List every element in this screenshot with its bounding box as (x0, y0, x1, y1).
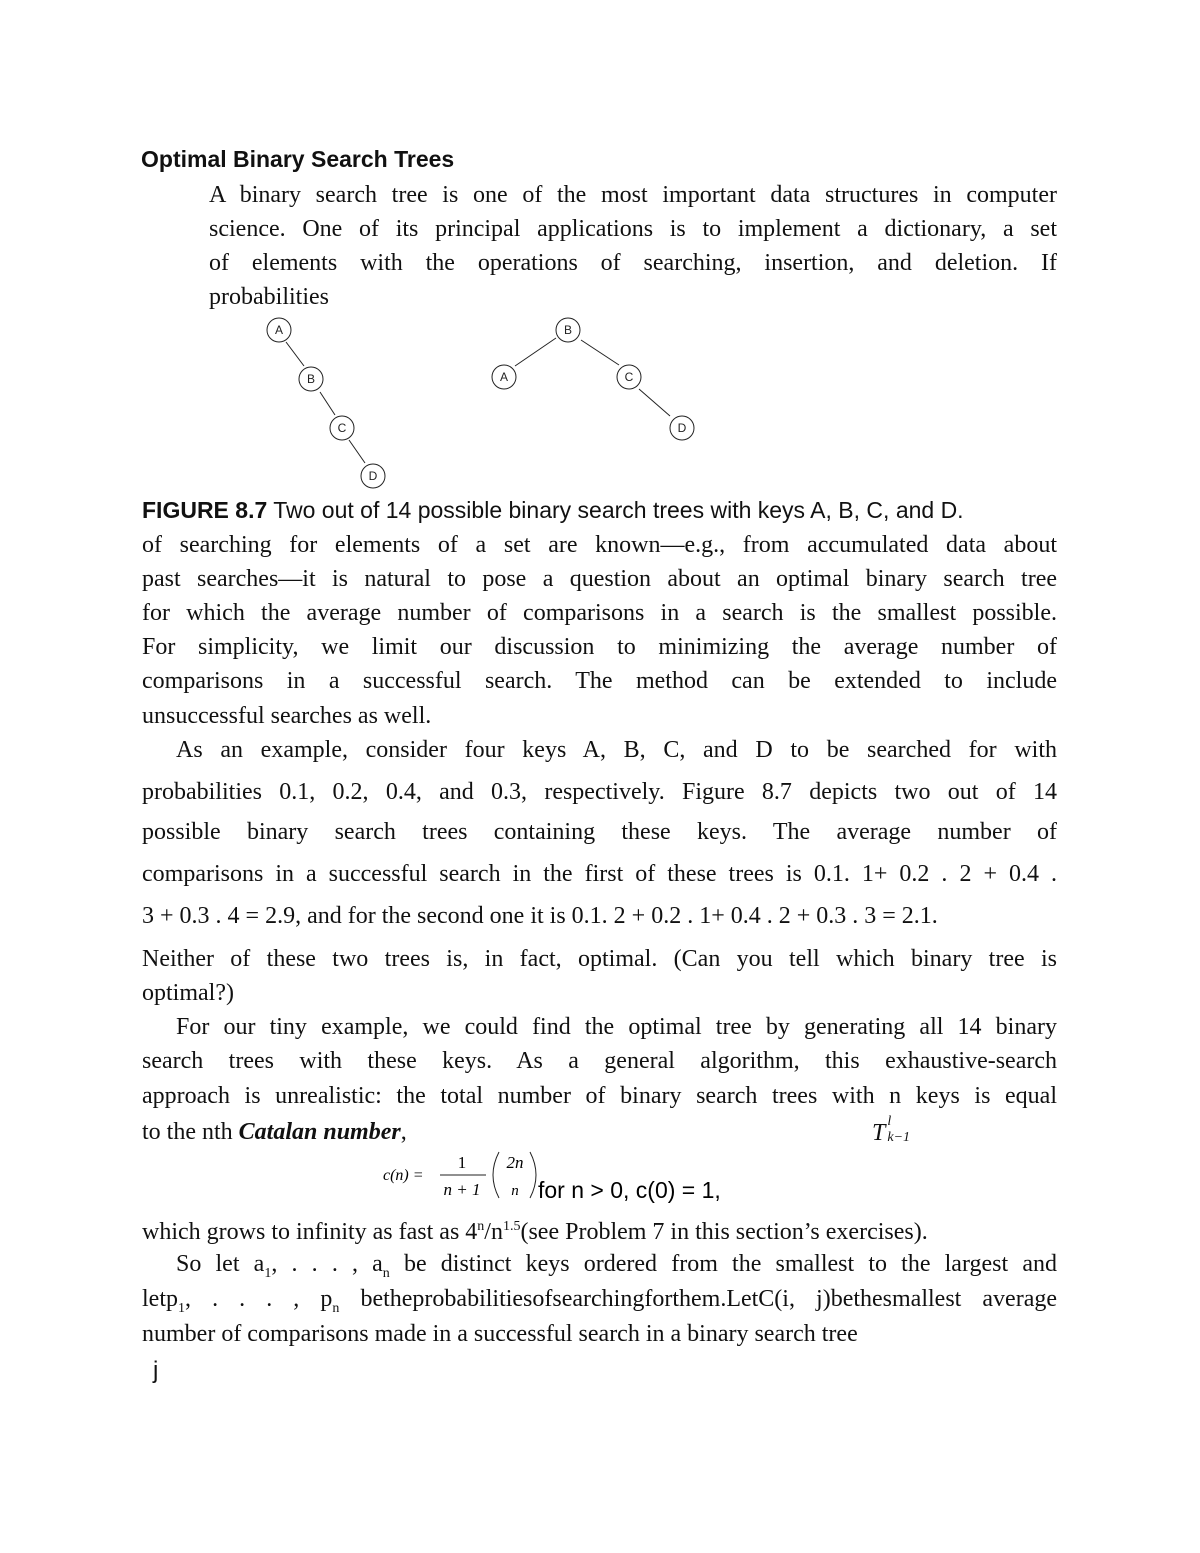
intro-line-3: of elements with the operations of searching, insertion, and deletion. If (209, 250, 1057, 276)
binom-right-paren (530, 1152, 536, 1198)
catalan-formula (383, 1148, 903, 1208)
para2-line-6: Neither of these two trees is, in fact, optimal. (Can you tell which binary tree is (142, 946, 1057, 972)
figure-8-7-trees (0, 0, 1200, 500)
growth-line (142, 1212, 1057, 1247)
formula-numerator: 1 (457, 1153, 467, 1172)
growth-mid: /n (484, 1219, 503, 1245)
para2-line-3: possible binary search trees containing these keys. The average number of (142, 819, 1057, 845)
tree1-edge-a-b (286, 342, 304, 366)
tree2-label-b: B (563, 323, 573, 337)
para1-line-4: For simplicity, we limit our discussion to minimizing the average number of (142, 634, 1057, 660)
tk-sub: k−1 (887, 1130, 911, 1145)
intro-line-2: science. One of its principal applications is to implement a dictionary, a set (209, 216, 1057, 242)
p4l1-start: So let a (176, 1251, 265, 1277)
para3-suffix: , (400, 1119, 407, 1145)
catalan-number-term: Catalan number (238, 1119, 401, 1145)
para2-line-7: optimal?) (142, 980, 234, 1006)
p4l2-end: betheprobabilitiesofsearchingforthem.LetC(i, j)bethesmallest average (339, 1286, 1058, 1312)
formula-lhs: c(n) = (383, 1167, 424, 1184)
para2-line-5: 3 + 0.3 . 4 = 2.9, and for the second one it is 0.1. 2 + 0.2 . 1+ 0.4 . 2 + 0.3 . 3 = 2.1. (142, 903, 938, 929)
intro-line-1: A binary search tree is one of the most important data structures in computer (209, 182, 1057, 208)
formula-condition: for n > 0, c(0) = 1, (538, 1177, 721, 1203)
growth-prefix: which grows to infinity as fast as 4 (142, 1219, 478, 1245)
tk-symbol (872, 1114, 911, 1147)
para1-line-5: comparisons in a successful search. The method can be extended to include (142, 668, 1057, 694)
tree2-edge-b-a (515, 338, 556, 366)
figure-caption-text: Two out of 14 possible binary search trees with keys A, B, C, and D. (267, 497, 964, 523)
tree2-label-d: D (677, 421, 687, 435)
p4l2-mid: , . . . , p (185, 1286, 333, 1312)
tree1-label-a: A (274, 323, 284, 337)
growth-sup-n: n (477, 1219, 485, 1234)
binom-top: 2n (506, 1153, 524, 1172)
formula-denominator: n + 1 (443, 1180, 481, 1199)
para3-line-2: search trees with these keys. As a general algorithm, this exhaustive-search (142, 1048, 1057, 1074)
tree1-label-c: C (337, 421, 347, 435)
tree1-edge-b-c (320, 392, 335, 415)
para3-line-4 (142, 1117, 1057, 1147)
tree1-label-d: D (368, 469, 378, 483)
stray-mark: j (153, 1357, 159, 1384)
para2-line-2: probabilities 0.1, 0.2, 0.4, and 0.3, respectively. Figure 8.7 depicts two out of 14 (142, 779, 1057, 805)
p4l2-start: letp (142, 1286, 178, 1312)
p4l1-sub1: 1 (264, 1265, 272, 1281)
para2-line-1: As an example, consider four keys A, B, C, and D to be searched for with (176, 737, 1057, 763)
figure-caption-label: FIGURE 8.7 (142, 497, 268, 523)
para1-line-2: past searches—it is natural to pose a question about an optimal binary search tree (142, 566, 1057, 592)
binom-left-paren (493, 1152, 499, 1198)
tk-base: T (872, 1120, 886, 1146)
intro-line-4: probabilities (209, 284, 329, 310)
tree1-edge-c-d (349, 440, 365, 463)
growth-sup-exp: 1.5 (502, 1219, 521, 1234)
para1-line-6: unsuccessful searches as well. (142, 703, 432, 729)
tree2-label-c: C (624, 370, 634, 384)
figure-caption (142, 497, 964, 524)
para4-line-1 (176, 1249, 1057, 1289)
growth-suffix: (see Problem 7 in this section’s exercises). (520, 1219, 928, 1245)
p4l2-subn: n (332, 1300, 340, 1316)
binom-bottom: n (511, 1183, 519, 1199)
para3-prefix: to the nth (142, 1119, 239, 1145)
tk-sup: l (887, 1114, 892, 1129)
para1-line-1: of searching for elements of a set are known—e.g., from accumulated data about (142, 532, 1057, 558)
para3-line-3: approach is unrealistic: the total number of binary search trees with n keys is equal (142, 1083, 1057, 1109)
p4l1-end: be distinct keys ordered from the smallest to the largest and (389, 1251, 1057, 1277)
tree2-label-a: A (499, 370, 509, 384)
tree2-edge-b-c (581, 340, 619, 365)
tree2-edge-c-d (639, 389, 670, 416)
p4l1-mid: , . . . , a (271, 1251, 383, 1277)
p4l1-subn: n (382, 1265, 390, 1281)
page-title: Optimal Binary Search Trees (141, 146, 455, 172)
para4-line-3: number of comparisons made in a successful search in a binary search tree (142, 1321, 858, 1347)
para1-line-3: for which the average number of comparisons in a search is the smallest possible. (142, 600, 1057, 626)
para3-line-1: For our tiny example, we could find the optimal tree by generating all 14 binary (176, 1014, 1057, 1040)
para2-line-4: comparisons in a successful search in the first of these trees is 0.1. 1+ 0.2 . 2 + 0.4 . (142, 861, 1057, 887)
tree1-label-b: B (306, 372, 316, 386)
para4-line-2 (142, 1284, 1057, 1324)
p4l2-sub1: 1 (178, 1300, 185, 1316)
